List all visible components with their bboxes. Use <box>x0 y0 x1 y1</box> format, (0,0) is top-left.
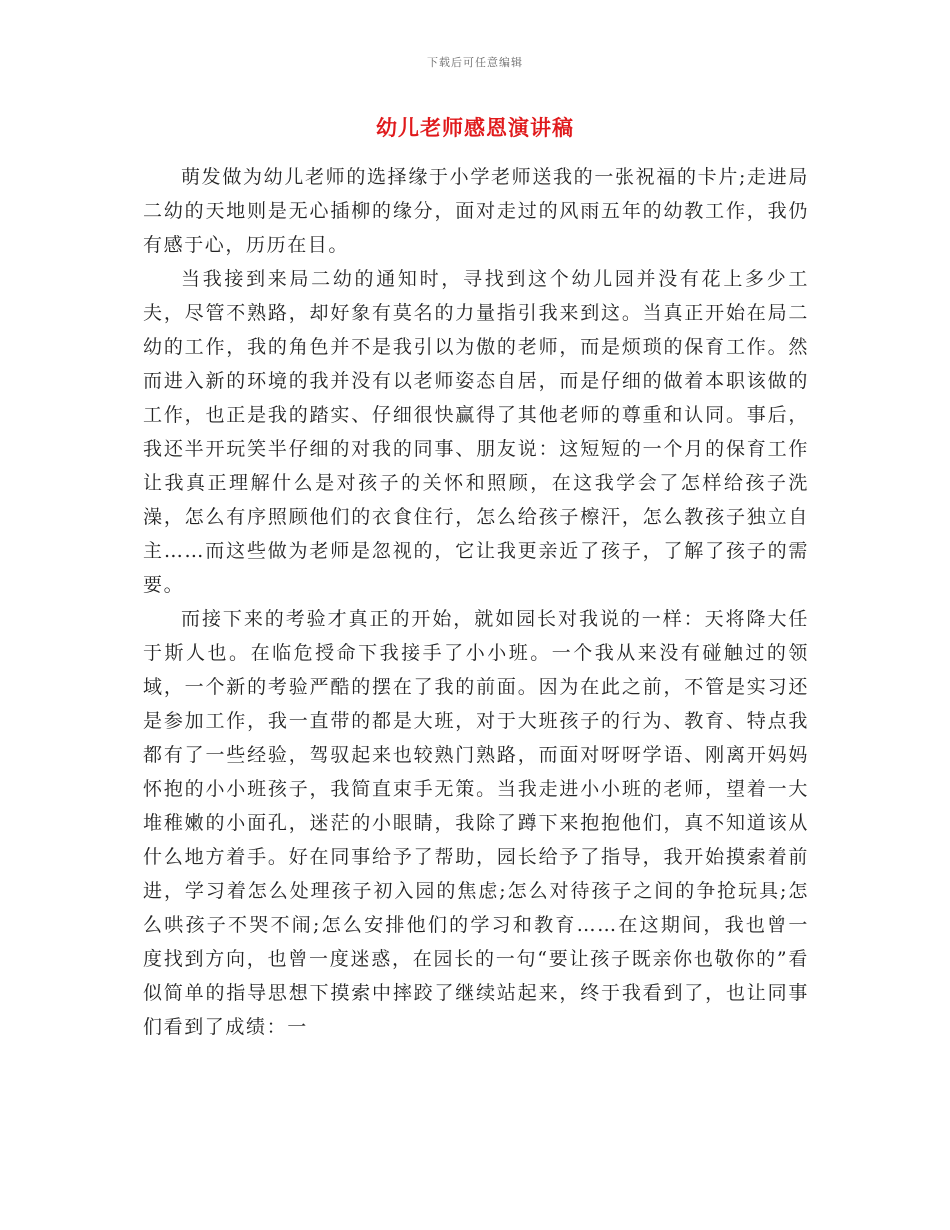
header-note: 下载后可任意编辑 <box>427 56 523 69</box>
paragraph-2: 当我接到来局二幼的通知时，寻找到这个幼儿园并没有花上多少工夫，尽管不熟路，却好象有莫名的力量指引我来到这。当真正开始在局二幼的工作，我的角色并不是我引以为傲的老师，而是烦琐的保育工作。然而进入新的环境的我并没有以老师姿态自居，而是仔细的做着本职该做的工作，也正是我的踏实、仔细很快赢得了其他老师的尊重和认同。事后，我还半开玩笑半仔细的对我的同事、朋友说：这短短的一个月的保育工作让我真正理解什么是对孩子的关怀和照顾，在这我学会了怎样给孩子洗澡，怎么有序照顾他们的衣食住行，怎么给孩子檫汗，怎么教孩子独立自主……而这些做为老师是忽视的，它让我更亲近了孩子，了解了孩子的需要。 <box>143 268 809 596</box>
document-body <box>143 160 809 1044</box>
paragraph-3: 而接下来的考验才真正的开始，就如园长对我说的一样：天将降大任于斯人也。在临危授命下我接手了小小班。一个我从来没有碰触过的领域，一个新的考验严酷的摆在了我的前面。因为在此之前，不管是实习还是参加工作，我一直带的都是大班，对于大班孩子的行为、教育、特点我都有了一些经验，驾驭起来也较熟门熟路，而面对呀呀学语、刚离开妈妈怀抱的小小班孩子，我简直束手无策。当我走进小小班的老师，望着一大堆稚嫩的小面孔，迷茫的小眼睛，我除了蹲下来抱抱他们，真不知道该从什么地方着手。好在同事给予了帮助，园长给予了指导，我开始摸索着前进，学习着怎么处理孩子初入园的焦虑;怎么对待孩子之间的争抢玩具;怎么哄孩子不哭不闹;怎么安排他们的学习和教育……在这期间，我也曾一度找到方向，也曾一度迷惑，在园长的一句“要让孩子既亲你也敬你的”看似简单的指导思想下摸索中摔跤了继续站起来，终于我看到了，也让同事们看到了成绩：一 <box>143 608 809 1038</box>
document-title: 幼儿老师感恩演讲稿 <box>376 115 574 140</box>
paragraph-1: 萌发做为幼儿老师的选择缘于小学老师送我的一张祝福的卡片;走进局二幼的天地则是无心插柳的缘分，面对走过的风雨五年的幼教工作，我仍有感于心，历历在目。 <box>143 166 809 256</box>
